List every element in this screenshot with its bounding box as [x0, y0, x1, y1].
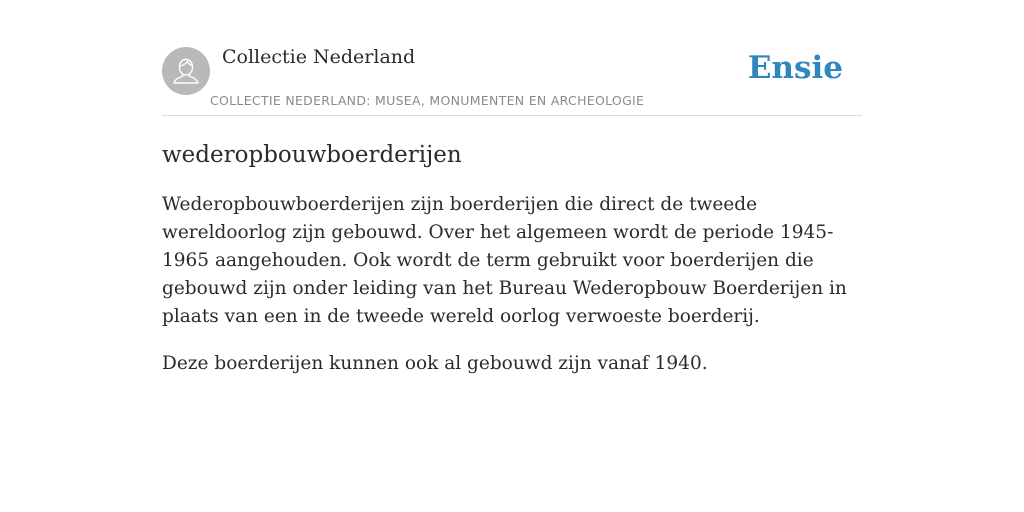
author-name[interactable]: Collectie Nederland — [222, 46, 416, 68]
definition-card — [162, 40, 862, 378]
author-subtitle[interactable]: COLLECTIE NEDERLAND: MUSEA, MONUMENTEN EN ARCHEOLOGIE — [210, 93, 645, 108]
author-avatar[interactable] — [162, 47, 210, 95]
article-title: wederopbouwboerderijen — [162, 142, 462, 168]
user-silhouette-icon — [162, 47, 210, 95]
article-paragraph: Wederopbouwboerderijen zijn boerderijen die direct de tweede wereldoorlog zijn gebouwd. Over het algemeen wordt de periode 1945-1965 aangehouden. Ook wordt de term gebruikt voor boerderijen die gebouwd zijn onder leiding van het Bureau Wederopbouw Boerderijen in plaats van een in de tweede wereld oorlog verwoeste boerderij. — [162, 194, 847, 327]
ensie-logo[interactable]: Ensie — [747, 50, 843, 86]
article-paragraph: Deze boerderijen kunnen ook al gebouwd zijn vanaf 1940. — [162, 353, 708, 374]
card-header — [162, 40, 862, 116]
